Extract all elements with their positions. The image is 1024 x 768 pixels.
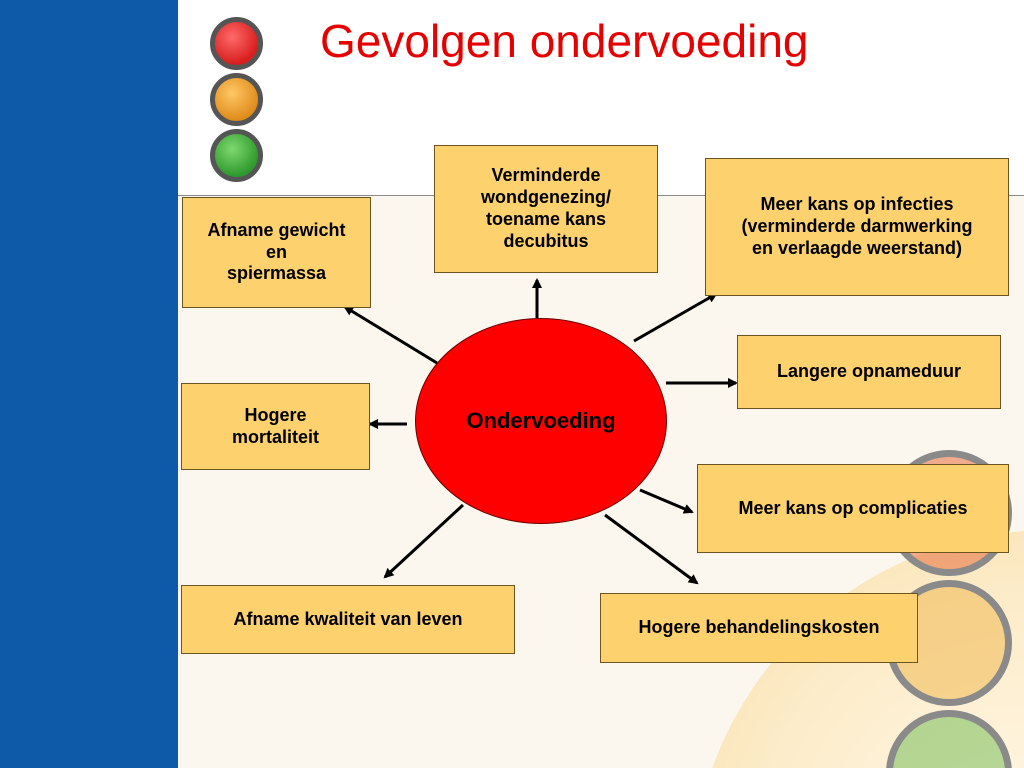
- box-complicaties: Meer kans op complicaties: [697, 464, 1009, 553]
- box-wondgenezing: Verminderde wondgenezing/ toename kans decubitus: [434, 145, 658, 273]
- arrow-to-kwaliteit: [385, 505, 463, 577]
- box-opnameduur: Langere opnameduur: [737, 335, 1001, 409]
- box-kwaliteit: Afname kwaliteit van leven: [181, 585, 515, 654]
- arrow-to-infecties: [634, 294, 716, 341]
- arrow-to-afname-gewicht: [345, 307, 437, 363]
- slide-title: Gevolgen ondervoeding: [320, 15, 809, 67]
- box-behandelingskosten: Hogere behandelingskosten: [600, 593, 918, 663]
- box-afname-gewicht: Afname gewicht en spiermassa: [182, 197, 371, 308]
- arrow-to-complicaties: [640, 490, 692, 512]
- arrow-to-behandelingskosten: [605, 515, 697, 583]
- center-node-ondervoeding: Ondervoeding: [415, 318, 667, 524]
- box-infecties: Meer kans op infecties (verminderde darmwerking en verlaagde weerstand): [705, 158, 1009, 296]
- box-mortaliteit: Hogere mortaliteit: [181, 383, 370, 470]
